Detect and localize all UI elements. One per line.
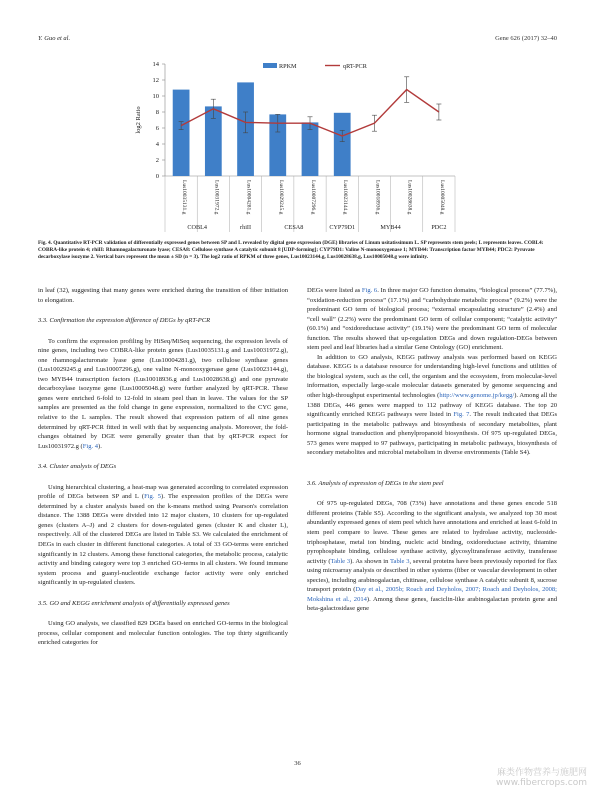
y-tick-label: 8 [155, 109, 159, 116]
bar [173, 90, 190, 176]
paragraph: Using hierarchical clustering, a heat-map was generated according to correlated expression profile of DEGs between SP and L (Fig. 5). The expression profiles of the DEGs were determined by a cluster analysis based on the k-means method using Pearson's correlation distance. The 1388 DEGs were divided into 12 major clusters, 10 clusters for up-regulated genes (clusters A–J) and 2 clusters for down-regulated genes (cluster K and cluster L), respectively. All of the clustered DEGs are listed in Table S3. We calculated the enrichment of DEGs in each cluster in different functional categories. A total of 33 GO-terms were enriched significantly in 12 clusters. Among these functional categories, the metabolic process, catalytic activity and binding category were top 3 enriched GO-terms in all clusters. We found immune system process and guanyl-nucleotide exchange factor activity were only enriched significantly in up-regulated clusters. [38, 483, 288, 587]
bar [302, 122, 319, 176]
running-header-authors: Y. Guo et al. [38, 35, 71, 42]
paragraph: To confirm the expression profiling by HiSeq/MiSeq sequencing, the expression levels of nine genes, including two COBRA-like protein genes (Lus10035131.g and Lus10031972.g), one rhamnogalacturonate lyase gene (Lus10004281.g), two cellulose synthase genes (Lus10029245.g and Lus10007296.g), one valine N-monooxygenase gene (Lus10023144.g), two MYB44 transcription factors (Lus10018936.g and Lus10028638.g) and one pyruvate decarboxylase isozyme gene (Lus10005048.g) were further analyzed by qRT-PCR. These genes were enriched 6-fold to 12-fold in steam peel than in leave. The values for the SP samples are presented as the fold change in gene expression, normalized to the CYC gene, relative to the L samples. The result showed that expression pattern of all nine genes determined by qRT-PCR fitted in well with that by sequencing analysis. Moreover, the fold-changes obtained by DGE were generally greater than that by qRT-PCR expect for Lus10031972.g (Fig. 4). [38, 337, 288, 450]
x-category-label: Lus10035131.g [181, 180, 188, 215]
y-tick-label: 14 [152, 61, 159, 68]
legend-swatch-rpkm [263, 63, 277, 68]
legend-label-rpkm: RPKM [279, 63, 297, 70]
section-heading-3-4: 3.4. Cluster analysis of DEGs [38, 463, 117, 471]
x-category-label: Lus10005048.g [438, 180, 445, 215]
bar [334, 113, 351, 176]
watermark [496, 768, 587, 788]
table-link[interactable]: Table 3 [390, 557, 410, 565]
group-label: CESA8 [284, 224, 304, 231]
y-axis-label: log2 Ratio [135, 106, 142, 134]
group-label: CYP79D1 [329, 224, 356, 231]
x-category-label: Lus10004281.g [245, 180, 252, 215]
figure-link[interactable]: Fig. 7 [453, 411, 470, 419]
section-heading-3-3: 3.3. Confirmation the expression difference of DEGs by qRT-PCR [38, 317, 211, 325]
x-category-label: Lus10028638.g [406, 180, 413, 215]
section-heading-3-6: 3.6. Analysis of expression of DEGs in the stem peel [307, 479, 444, 487]
y-tick-label: 2 [155, 157, 159, 164]
x-category-label: Lus10007296.g [310, 180, 316, 215]
figure-caption: Fig. 4. Quantitative RT-PCR validation of differentially expressed genes between SP and L revealed by digital gene expression (DGE) libraries of Linum usitatissimum L. SP represents stem peels; L represents leaves. COBL4: COBRA-like protein 4; rhiII: Rhamnogalacturonate lyase; CESA8: Cellulose synthase A catalytic subunit 8 [UDP-forming]; CYP79D1: Valine N-monooxygenase 1; MYB44: Transcription factor MYB44; PDC2: Pyruvate decarboxylase isozyme 2. Vertical bars represent the mean ± SD (n = 3). The log2 ratio of RPKM of three genes, Lus10023144.g, Lus10028638.g, Lus10005048.g were infinity. [38, 240, 544, 261]
running-header-journal: Gene 626 (2017) 32–40 [495, 35, 557, 42]
citation-link[interactable]: Day et al., 2005b; Roach and Deyholos, 2007; Roach and Deyholos, 2008; Mokshina et al., 2014 [307, 586, 557, 603]
y-tick-label: 0 [155, 173, 159, 180]
legend-label-qrt-pcr: qRT-PCR [343, 63, 367, 70]
section-heading-3-5: 3.5. GO and KEGG enrichment analysis of differentially expressed genes [38, 599, 230, 607]
left-column [38, 286, 288, 648]
group-label: COBL4 [187, 224, 208, 231]
x-category-label: Lus10018936.g [374, 180, 381, 215]
y-tick-label: 6 [155, 125, 159, 132]
paragraph: Of 975 up-regulated DEGs, 708 (73%) have annotations and these genes encode 518 different proteins (Table S5). According to the significant analysis, we analyzed top 30 most abundantly expressed genes of stem peel which have annotations and enriched at least 6-fold in stem peel compare to leave. These genes are related to hydrolase activity, nucleoside-triphosphatase, metal ion binding, nucleic acid binding, oxidoreductase activity, thiamine pyrophosphate binding, cellulose synthase activity, glycosyltransferase activity, transferase activity (Table 3). As shown in Table 3, several proteins have been previously reported for flax using microarray analysis or described in other systems (fiber or vascular development in other species), including arabinogalactan, chitinase, cellulose synthase A catalytic subunit 8, sucrose transport protein (Day et al., 2005b; Roach and Deyholos, 2007; Roach and Deyholos, 2008; Mokshina et al., 2014). Among these genes, fasciclin-like arabinogalactan protein gene and beta-galactosidase gene [307, 500, 558, 613]
y-tick-label: 12 [152, 77, 159, 84]
right-column [307, 286, 557, 614]
group-label: MYB44 [380, 224, 401, 231]
table-link[interactable]: Table 3 [330, 557, 351, 565]
paragraph: in leaf (32), suggesting that many genes were enriched during the transition of fiber initiation to elongation. [38, 287, 288, 304]
figure-4-chart [0, 0, 595, 240]
group-label: rhiII [240, 224, 252, 231]
paragraph: Using GO analysis, we classified 829 DGEs based on enriched GO-terms in the biological process, cellular component and molecular function ontologies. The top thirty significantly enriched categories for [38, 620, 288, 647]
paragraph: In addition to GO analysis, KEGG pathway analysis was performed based on KEGG database. KEGG is a database resource for understanding high-level functions and utilities of the biological system, such as the cell, the organism and the ecosystem, from molecular-level information, especially large-scale molecular datasets generated by genome sequencing and other high-throughput experimental technologies (http://www.genome.jp/kegg/). Among all the 1388 DEGs, 446 genes were mapped to 112 pathway of KEGG database. The top 20 significantly enriched KEGG pathways were listed in Fig. 7. The result indicated that DEGs participating in the metabolic pathways and biosynthesis of secondary metabolites, plant hormone signal transduction and phenylpropanoid biosynthesis. Of 975 up-regulated DEGs, 573 genes were mapped to 97 pathways, participating in metabolic pathways, biosynthesis of secondary metabolites and microbial metabolism in diverse environments (Table S4). [307, 353, 557, 457]
x-category-label: Lus10031972.g [213, 180, 220, 215]
figure-link[interactable]: Fig. 6 [361, 287, 378, 294]
x-category-label: Lus10029245.g [277, 180, 284, 215]
kegg-url-link[interactable]: http://www.genome.jp/kegg/ [439, 392, 515, 400]
page-number: 36 [294, 760, 301, 767]
figure-link[interactable]: Fig. 4 [82, 442, 99, 450]
x-category-label: Lus10023144.g [342, 180, 349, 215]
y-tick-label: 4 [155, 141, 159, 148]
watermark-line: 麻类作物营养与施肥网 [496, 768, 587, 778]
y-tick-label: 10 [152, 93, 159, 100]
watermark-line: www.fibercrops.com [496, 778, 587, 788]
paragraph: DEGs were listed as Fig. 6. In three major GO function domains, “biological process” (77.7%), “oxidation-reduction process” (17.1%) and “carbohydrate metabolic process” (9.2%) were the predominant GO term of biological process; “external encapsulating structure” (2.4%) and “cell wall” (2.2%) were the predominant GO term of cellular component; “catalytic activity” (60.1%) and “oxidoreductase activity” (19.1%) were the predominant GO term of molecular function. The results showed that up-regulation DEGs and down regulation-DEGs between stem peel and leaf libraries had a similar Gene Ontology (GO) enrichment. [307, 287, 558, 352]
group-label: PDC2 [431, 224, 447, 231]
figure-link[interactable]: Fig. 5 [144, 493, 162, 501]
